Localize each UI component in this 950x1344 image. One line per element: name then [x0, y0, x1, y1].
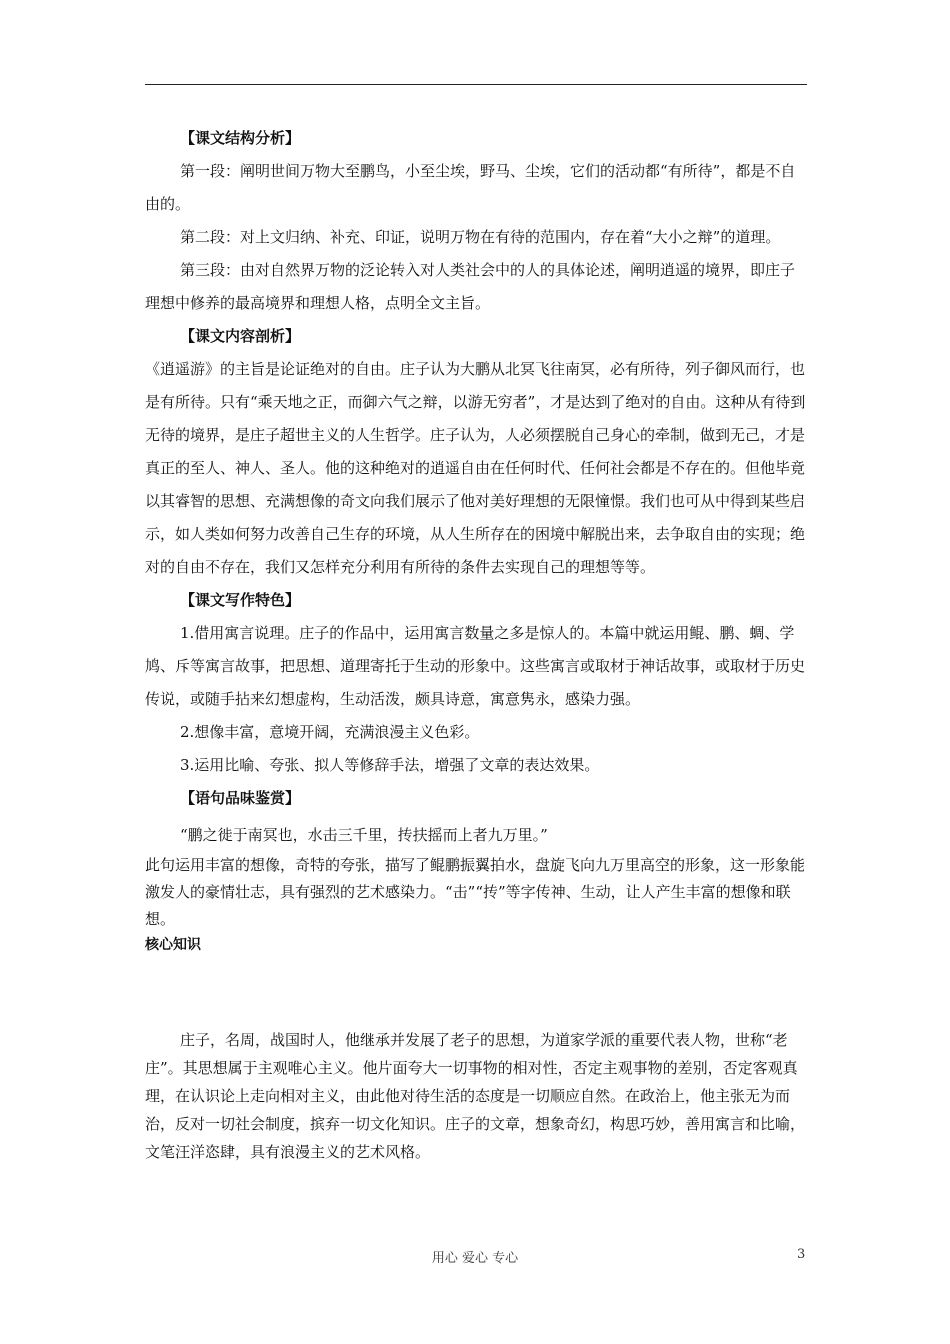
- section-heading-content: 【课文内容剖析】: [180, 327, 301, 345]
- sentence-analysis: 此句运用丰富的想像，奇特的夸张，描写了鲲鹏振翼拍水，盘旋飞向九万里高空的形象，这一形象能激发人的豪情壮志，具有强烈的艺术感染力。“击”“抟”等字传神、生动，让人产生丰富的想像和联想。: [145, 856, 806, 928]
- writing-paragraph-2: 2.想像丰富，意境开阔，充满浪漫主义色彩。: [180, 723, 480, 741]
- sentence-quote: “鹏之徙于南冥也，水击三千里，抟扶摇而上者九万里。”: [180, 826, 548, 844]
- structure-paragraph-2: 第二段：对上文归纳、补充、印证，说明万物在有待的范围内，存在着“大小之辩”的道理。: [180, 228, 781, 246]
- core-knowledge-heading: 核心知识: [145, 937, 201, 953]
- section-heading-writing: 【课文写作特色】: [180, 591, 301, 609]
- footer-slogan: 用心 爱心 专心: [431, 1251, 519, 1266]
- writing-paragraph-1: 1.借用寓言说理。庄子的作品中，运用寓言数量之多是惊人的。本篇中就运用鲲、鹏、蜩、学鸠、斥等寓言故事，把思想、道理寄托于生动的形象中。这些寓言或取材于神话故事，或取材于历史传说，或随手拈来幻想虚构，生动活泼，颇具诗意，寓意隽永，感染力强。: [145, 624, 806, 708]
- section-heading-structure: 【课文结构分析】: [180, 129, 301, 147]
- page-number: 3: [797, 1247, 806, 1262]
- section-heading-sentence: 【语句品味鉴赏】: [180, 789, 301, 807]
- header-rule: [145, 84, 807, 85]
- content-paragraph: 《逍遥游》的主旨是论证绝对的自由。庄子认为大鹏从北冥飞往南冥，必有所待，列子御风而行，也是有所待。只有“乘天地之正，而御六气之辩，以游无穷者”，才是达到了绝对的自由。这种从有待到无待的境界，是庄子超世主义的人生哲学。庄子认为，人必须摆脱自己身心的牵制，做到无己，才是真正的至人、神人、圣人。他的这种绝对的逍遥自由在任何时代、任何社会都是不存在的。但他毕竟以其睿智的思想、充满想像的奇文向我们展示了他对美好理想的无限憧憬。我们也可从中得到某些启示，如人类如何努力改善自己生存的环境，从人生所存在的困境中解脱出来，去争取自由的实现；绝对的自由不存在，我们又怎样充分利用有所待的条件去实现自己的理想等等。: [145, 360, 806, 576]
- structure-paragraph-1: 第一段：阐明世间万物大至鹏鸟，小至尘埃，野马、尘埃，它们的活动都“有所待”，都是不自由的。: [145, 162, 796, 213]
- document-body: [145, 122, 807, 1166]
- core-knowledge-paragraph: 庄子，名周，战国时人，他继承并发展了老子的思想，为道家学派的重要代表人物，世称“老庄”。其思想属于主观唯心主义。他片面夸大一切事物的相对性，否定主观事物的差别，否定客观真理，在认识论上走向相对主义，由此他对待生活的态度是一切顺应自然。在政治上，他主张无为而治，反对一切社会制度，摈弃一切文化知识。庄子的文章，想象奇幻，构思巧妙，善用寓言和比喻，文笔汪洋恣肆，具有浪漫主义的艺术风格。: [145, 1031, 806, 1161]
- structure-paragraph-3: 第三段：由对自然界万物的泛论转入对人类社会中的人的具体论述，阐明逍遥的境界，即庄子理想中修养的最高境界和理想人格，点明全文主旨。: [145, 261, 796, 312]
- writing-paragraph-3: 3.运用比喻、夸张、拟人等修辞手法，增强了文章的表达效果。: [180, 756, 600, 774]
